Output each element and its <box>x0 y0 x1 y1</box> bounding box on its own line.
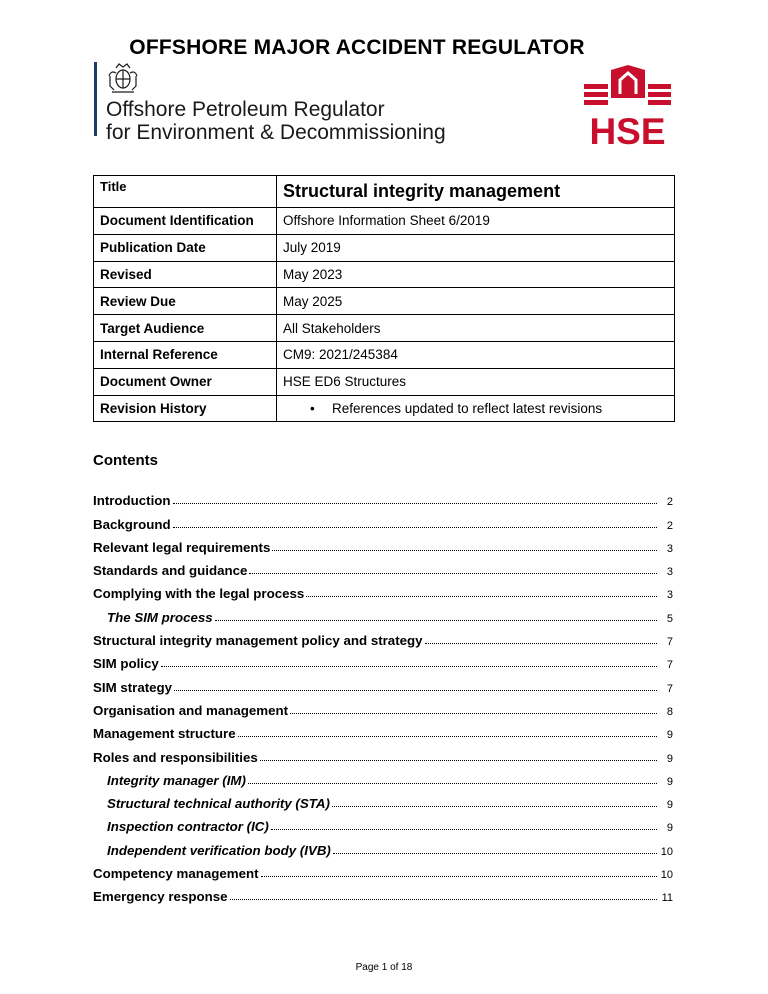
toc-entry-page: 8 <box>666 705 673 718</box>
contents-heading: Contents <box>93 452 158 469</box>
toc-entry-title[interactable]: Structural technical authority (STA) <box>107 796 330 812</box>
toc-leader-dots <box>230 899 657 900</box>
toc-entry-title[interactable]: The SIM process <box>107 609 213 625</box>
toc-entry-page: 3 <box>666 589 673 602</box>
toc-entry[interactable] <box>93 555 673 578</box>
revision-history-item <box>277 395 675 422</box>
regulator-title: OFFSHORE MAJOR ACCIDENT REGULATOR <box>129 36 585 59</box>
toc-entry-title[interactable]: Complying with the legal process <box>93 586 305 602</box>
page-number: Page 1 of 18 <box>355 962 413 973</box>
toc-entry[interactable] <box>93 858 673 881</box>
meta-value: May 2025 <box>277 288 675 315</box>
toc-entry-page: 9 <box>666 729 673 742</box>
meta-label: Target Audience <box>94 315 277 342</box>
toc-leader-dots <box>215 620 657 621</box>
toc-entry-title[interactable]: Inspection contractor (IC) <box>107 819 269 835</box>
title-label: Title <box>94 176 277 208</box>
opred-name-line-2: for Environment & Decommissioning <box>106 121 446 144</box>
toc-leader-dots <box>173 503 657 504</box>
toc-entry-title[interactable]: Introduction <box>93 493 171 509</box>
toc-entry-page: 2 <box>666 496 673 509</box>
toc-leader-dots <box>161 666 657 667</box>
document-metadata-table <box>93 175 675 422</box>
toc-entry-page: 3 <box>666 542 673 555</box>
revision-history-text: References updated to reflect latest revisions <box>332 400 603 416</box>
toc-leader-dots <box>425 643 657 644</box>
toc-entry[interactable] <box>93 718 673 741</box>
document-title: Structural integrity management <box>277 176 675 208</box>
toc-entry-page: 10 <box>660 869 673 882</box>
toc-entry[interactable] <box>93 671 673 694</box>
meta-value: All Stakeholders <box>277 315 675 342</box>
toc-entry-page: 9 <box>666 752 673 765</box>
toc-entry-title[interactable]: Independent verification body (IVB) <box>107 842 331 858</box>
toc-entry[interactable] <box>93 741 673 764</box>
meta-label: Review Due <box>94 288 277 315</box>
hse-logo-text: HSE <box>589 111 666 148</box>
toc-leader-dots <box>306 596 657 597</box>
toc-leader-dots <box>248 783 657 784</box>
toc-entry[interactable] <box>93 881 673 904</box>
meta-label: Revised <box>94 261 277 288</box>
toc-entry-page: 7 <box>666 682 673 695</box>
toc-leader-dots <box>249 573 657 574</box>
toc-entry-title[interactable]: Structural integrity management policy and strategy <box>93 633 423 649</box>
toc-entry-title[interactable]: Competency management <box>93 866 259 882</box>
toc-entry-page: 9 <box>666 822 673 835</box>
toc-entry-title[interactable]: SIM strategy <box>93 679 173 695</box>
toc-leader-dots <box>271 829 657 830</box>
opred-name-line-1: Offshore Petroleum Regulator <box>106 98 385 121</box>
opred-logo-bar <box>94 62 97 136</box>
table-of-contents <box>93 485 673 904</box>
toc-leader-dots <box>332 806 657 807</box>
royal-crest-icon <box>106 62 140 94</box>
toc-entry[interactable] <box>93 834 673 857</box>
toc-entry-page: 7 <box>666 659 673 672</box>
toc-entry-page: 2 <box>666 519 673 532</box>
meta-value: July 2019 <box>277 234 675 261</box>
revision-history-label: Revision History <box>94 395 277 422</box>
meta-label: Document Identification <box>94 208 277 235</box>
toc-leader-dots <box>290 713 657 714</box>
toc-leader-dots <box>173 527 657 528</box>
meta-value: CM9: 2021/245384 <box>277 341 675 368</box>
toc-leader-dots <box>261 876 657 877</box>
meta-value: May 2023 <box>277 261 675 288</box>
meta-label: Publication Date <box>94 234 277 261</box>
toc-entry-page: 11 <box>661 892 673 905</box>
toc-leader-dots <box>333 853 657 854</box>
toc-entry-title[interactable]: Relevant legal requirements <box>93 539 271 555</box>
meta-value: HSE ED6 Structures <box>277 368 675 395</box>
toc-entry-title[interactable]: Integrity manager (IM) <box>107 772 246 788</box>
toc-entry-title[interactable]: Background <box>93 516 171 532</box>
toc-leader-dots <box>272 550 657 551</box>
toc-leader-dots <box>174 690 657 691</box>
toc-entry-page: 5 <box>666 612 673 625</box>
meta-label: Internal Reference <box>94 341 277 368</box>
meta-value: Offshore Information Sheet 6/2019 <box>277 208 675 235</box>
toc-entry-title[interactable]: Organisation and management <box>93 702 289 718</box>
toc-entry[interactable] <box>93 811 673 834</box>
toc-entry-page: 9 <box>666 799 673 812</box>
toc-entry[interactable] <box>93 648 673 671</box>
toc-entry[interactable] <box>93 508 673 531</box>
toc-leader-dots <box>260 760 657 761</box>
toc-entry[interactable] <box>93 788 673 811</box>
toc-entry-title[interactable]: Emergency response <box>93 889 228 905</box>
toc-entry-title[interactable]: SIM policy <box>93 656 159 672</box>
toc-entry-title[interactable]: Management structure <box>93 726 236 742</box>
toc-entry-page: 10 <box>660 845 673 858</box>
bullet-icon: • <box>310 400 315 416</box>
toc-entry[interactable] <box>93 485 673 508</box>
toc-entry[interactable] <box>93 695 673 718</box>
toc-entry-title[interactable]: Roles and responsibilities <box>93 749 258 765</box>
toc-leader-dots <box>238 736 657 737</box>
toc-entry[interactable] <box>93 625 673 648</box>
toc-entry[interactable] <box>93 765 673 788</box>
toc-entry[interactable] <box>93 532 673 555</box>
toc-entry[interactable] <box>93 601 673 624</box>
hse-logo <box>582 64 673 148</box>
meta-label: Document Owner <box>94 368 277 395</box>
toc-entry[interactable] <box>93 578 673 601</box>
toc-entry-title[interactable]: Standards and guidance <box>93 563 248 579</box>
toc-entry-page: 3 <box>666 566 673 579</box>
toc-entry-page: 7 <box>666 636 673 649</box>
toc-entry-page: 9 <box>666 775 673 788</box>
